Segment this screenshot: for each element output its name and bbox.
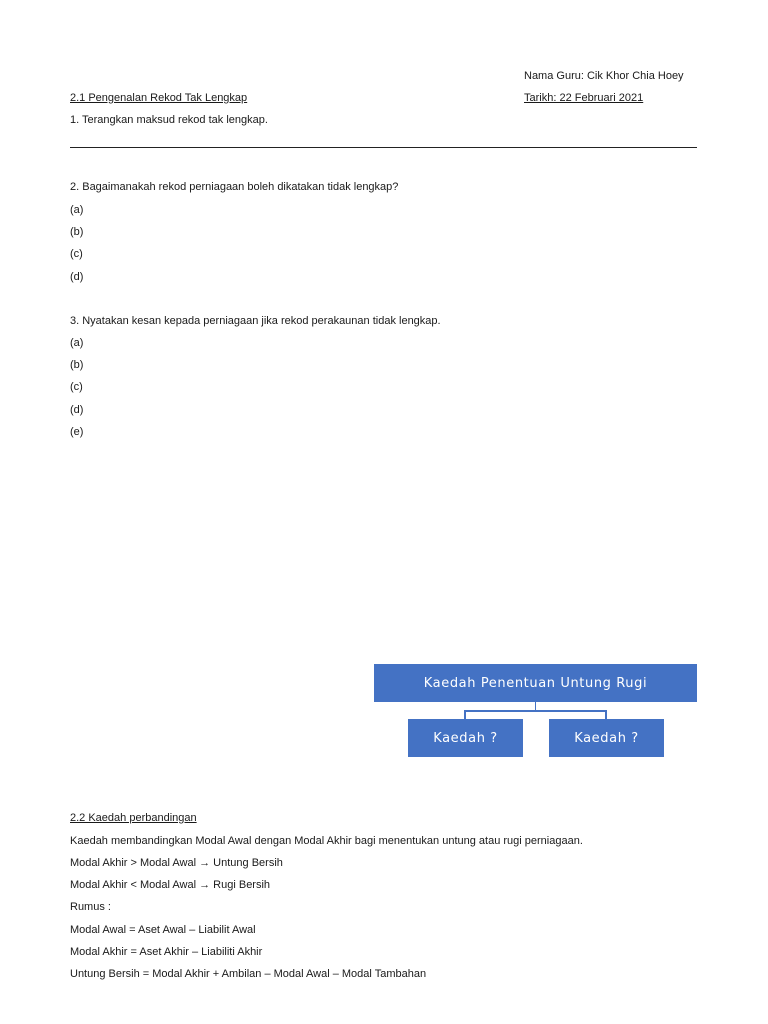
connector-right-drop [605, 710, 607, 719]
answer-line [70, 147, 697, 148]
diagram-left-box: Kaedah ? [408, 719, 523, 757]
question-1: 1. Terangkan maksud rekod tak lengkap. [70, 114, 268, 126]
question-3: 3. Nyatakan kesan kepada perniagaan jika rekod perakaunan tidak lengkap. [70, 315, 441, 327]
question-2: 2. Bagaimanakah rekod perniagaan boleh dikatakan tidak lengkap? [70, 181, 399, 193]
formula-opening-capital: Modal Awal = Aset Awal – Liabilit Awal [70, 924, 256, 936]
q3-item-a: (a) [70, 337, 84, 349]
diagram-root-box: Kaedah Penentuan Untung Rugi [374, 664, 697, 702]
q3-item-b: (b) [70, 359, 84, 371]
connector-horizontal [464, 710, 607, 712]
formula-net-profit: Untung Bersih = Modal Akhir + Ambilan – Modal Awal – Modal Tambahan [70, 968, 427, 980]
q2-item-d: (d) [70, 271, 84, 283]
formula-heading: Rumus : [70, 901, 111, 913]
section-title-2-2: 2.2 Kaedah perbandingan [70, 812, 197, 824]
section-title-2-1: 2.1 Pengenalan Rekod Tak Lengkap [70, 92, 248, 104]
connector-vertical [535, 702, 536, 710]
diagram-right-box: Kaedah ? [549, 719, 664, 757]
formula-closing-capital: Modal Akhir = Aset Akhir – Liabiliti Akhir [70, 946, 263, 958]
teacher-name: Nama Guru: Cik Khor Chia Hoey [524, 70, 684, 82]
comparison-profit: Modal Akhir > Modal Awal → Untung Bersih [70, 857, 283, 869]
q3-item-e: (e) [70, 426, 84, 438]
comparison-loss: Modal Akhir < Modal Awal → Rugi Bersih [70, 879, 271, 891]
q2-item-b: (b) [70, 226, 84, 238]
connector-left-drop [464, 710, 466, 719]
q3-item-d: (d) [70, 404, 84, 416]
worksheet-date: Tarikh: 22 Februari 2021 [524, 92, 644, 104]
q3-item-c: (c) [70, 381, 83, 393]
q2-item-a: (a) [70, 204, 84, 216]
q2-item-c: (c) [70, 248, 83, 260]
section-2-intro: Kaedah membandingkan Modal Awal dengan Modal Akhir bagi menentukan untung atau rugi perniagaan. [70, 835, 583, 847]
